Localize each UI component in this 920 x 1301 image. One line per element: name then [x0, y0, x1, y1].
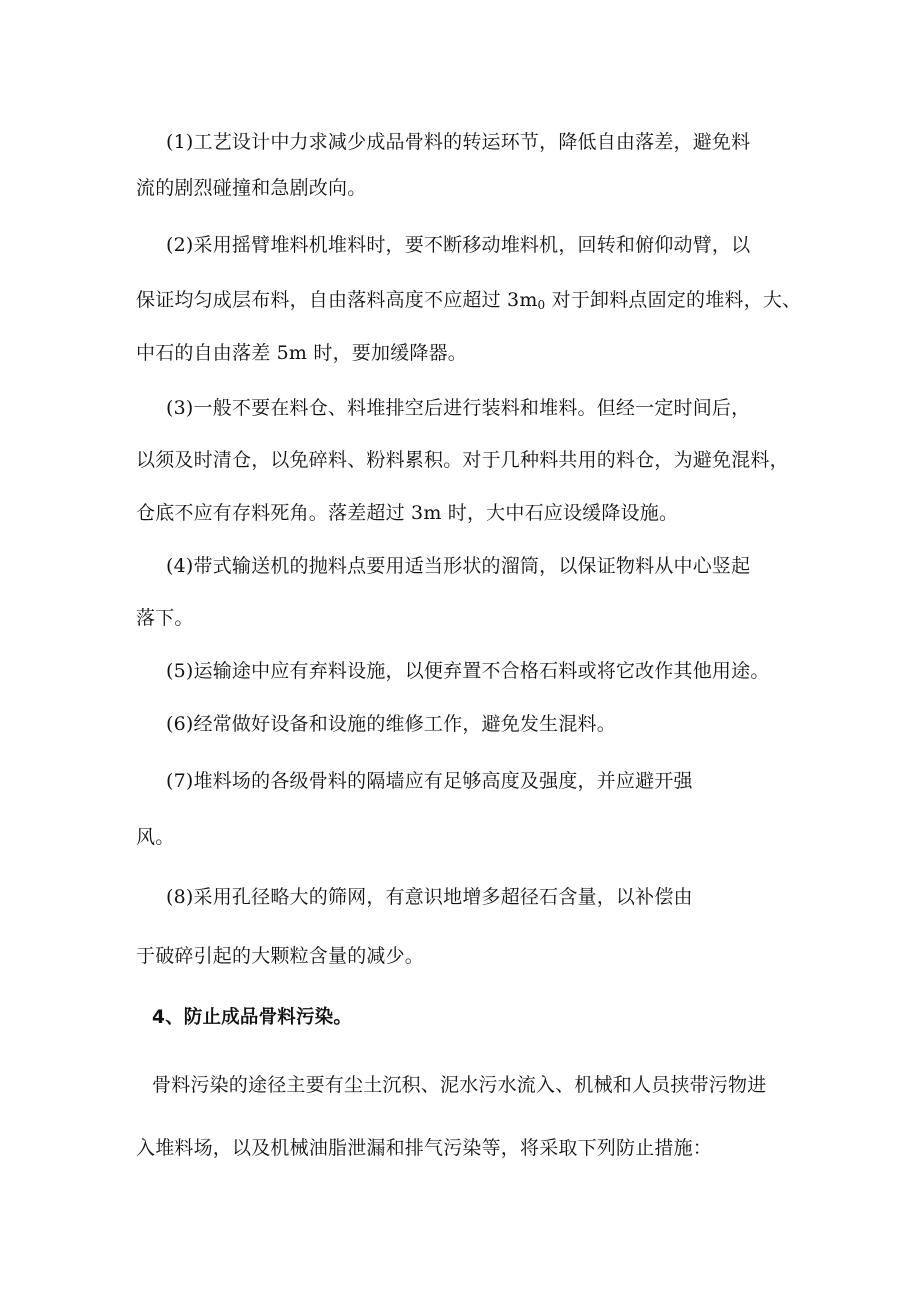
paragraph-4-line-1: (4)带式输送机的抛料点要用适当形状的溜筒，以保证物料从中心竖起 [166, 555, 751, 577]
paragraph-7-line-2: 风。 [136, 826, 175, 848]
paragraph-1-line-1: (1)工艺设计中力求减少成品骨料的转运环节，降低自由落差，避免料 [166, 131, 751, 153]
paragraph-6-line-1: (6)经常做好设备和设施的维修工作，避免发生混料。 [166, 713, 616, 735]
paragraph-2-line-2-text-a: 保证均匀成层布料，自由落料高度不应超过 3m [136, 289, 538, 311]
paragraph-3-line-3: 仓底不应有存料死角。落差超过 3m 时，大中石应设缓降设施。 [136, 502, 679, 524]
paragraph-8-line-2: 于破碎引起的大颗粒含量的减少。 [136, 945, 425, 967]
paragraph-2-line-2-text-b: 对于卸料点固定的堆料，大、 [545, 289, 802, 311]
paragraph-4-line-2: 落下。 [136, 607, 194, 629]
section-heading-4: 4、防止成品骨料污染。 [152, 1007, 353, 1028]
paragraph-2-line-1: (2)采用摇臂堆料机堆料时，要不断移动堆料机，回转和俯仰动臂，以 [166, 234, 751, 256]
paragraph-3-line-2: 以须及时清仓，以免碎料、粉料累积。对于几种料共用的料仓，为避免混料， [136, 449, 789, 471]
paragraph-1-line-2: 流的剧烈碰撞和急剧改向。 [136, 177, 367, 199]
paragraph-8-line-1: (8)采用孔径略大的筛网，有意识地增多超径石含量，以补偿由 [166, 886, 693, 908]
paragraph-7-line-1: (7)堆料场的各级骨料的隔墙应有足够高度及强度，并应避开强 [166, 770, 693, 792]
paragraph-3-line-1: (3)一般不要在料仓、料堆排空后进行装料和堆料。但经一定时间后， [166, 397, 751, 419]
paragraph-2-line-3: 中石的自由落差 5m 时，要加缓降器。 [136, 342, 467, 364]
paragraph-2-line-2 [136, 287, 801, 318]
paragraph-9-line-1: 骨料污染的途径主要有尘土沉积、泥水污水流入、机械和人员挟带污物进 [152, 1074, 767, 1096]
paragraph-9-line-2: 入堆料场，以及机械油脂泄漏和排气污染等，将采取下列防止措施： [136, 1137, 713, 1159]
paragraph-2-subscript: 0 [537, 298, 546, 312]
paragraph-5-line-1: (5)运输途中应有弃料设施，以便弃置不合格石料或将它改作其他用途。 [166, 660, 770, 682]
